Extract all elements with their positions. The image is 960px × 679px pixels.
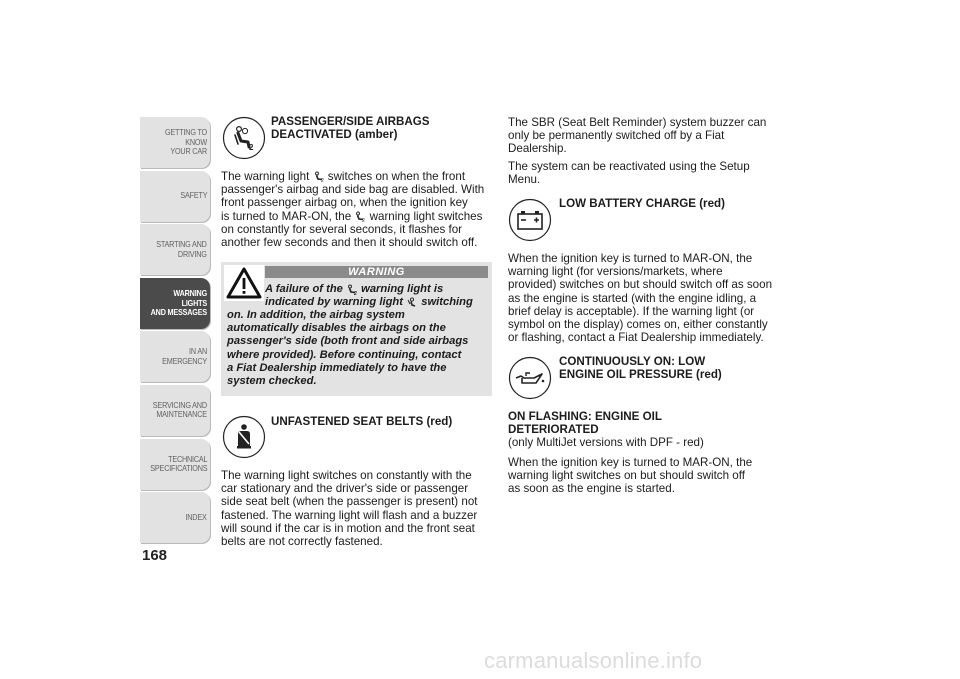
tab-label: SAFETY bbox=[180, 190, 207, 201]
text-line: where provided). Before continuing, contact bbox=[227, 348, 462, 361]
seatbelt-icon bbox=[222, 415, 266, 459]
heading-line: ON FLASHING: ENGINE OIL bbox=[508, 410, 662, 423]
sbr-paragraph bbox=[508, 116, 788, 156]
svg-text:2: 2 bbox=[249, 143, 254, 152]
text-line: will sound if the car is in motion and the front seat bbox=[221, 521, 475, 535]
battery-heading: LOW BATTERY CHARGE (red) bbox=[559, 197, 725, 210]
text-line: belts are not correctly fastened. bbox=[221, 535, 383, 549]
tab-label: STARTING AND DRIVING bbox=[156, 239, 207, 259]
text-line: When the ignition key is turned to MAR-ON, the bbox=[508, 252, 753, 265]
heading-line: DETERIORATED bbox=[508, 422, 599, 436]
text-span: is turned to MAR-ON, the bbox=[221, 209, 352, 223]
airbag-fault-inline-icon bbox=[406, 297, 418, 308]
text-line: brief delay is acceptable). If the warning light (or bbox=[508, 304, 755, 318]
oil-paragraph bbox=[508, 456, 793, 496]
oil-pressure-icon bbox=[508, 356, 552, 400]
warning-box bbox=[221, 262, 492, 396]
tab-label: TECHNICAL SPECIFICATIONS bbox=[149, 453, 207, 474]
tab-label: SERVICING AND MAINTENANCE bbox=[152, 399, 207, 420]
chapter-tabs bbox=[140, 117, 210, 546]
text-line: Menu. bbox=[508, 173, 541, 187]
text-span: indicated by warning light bbox=[265, 296, 403, 309]
tab-warning-lights[interactable] bbox=[140, 278, 210, 329]
svg-text:2: 2 bbox=[320, 178, 324, 183]
tab-label: INDEX bbox=[185, 511, 207, 522]
tab-label: GETTING TO KNOW YOUR CAR bbox=[164, 127, 207, 157]
text-line: a Fiat Dealership immediately to have the bbox=[227, 361, 447, 374]
text-line: on. In addition, the airbag system bbox=[227, 309, 405, 321]
tab-servicing[interactable] bbox=[140, 385, 210, 436]
svg-text:2: 2 bbox=[362, 218, 366, 223]
text-span: warning light is bbox=[361, 283, 444, 295]
text-line: on constantly for several seconds, it flashes for bbox=[221, 222, 463, 236]
text-line: as the engine is started (with the engine idling, a bbox=[508, 291, 757, 305]
text-line: another few seconds and then it should switch off. bbox=[221, 236, 478, 250]
seatbelt-paragraph bbox=[221, 469, 496, 548]
setup-paragraph bbox=[508, 160, 788, 186]
seatbelt-heading: UNFASTENED SEAT BELTS (red) bbox=[271, 415, 453, 428]
text-line: fastened. The warning light will flash and a buzzer bbox=[221, 508, 478, 522]
tab-starting-driving[interactable] bbox=[140, 224, 210, 275]
watermark: carmanualsonline.info bbox=[484, 648, 703, 673]
text-line: as soon as the engine is started. bbox=[508, 482, 675, 496]
tab-technical[interactable] bbox=[140, 439, 210, 490]
svg-text:2: 2 bbox=[354, 290, 357, 295]
tab-label: IN AN EMERGENCY bbox=[162, 346, 207, 366]
text-line: The warning light switches on constantly with the bbox=[221, 469, 472, 482]
heading-line: DEACTIVATED (amber) bbox=[271, 127, 398, 141]
heading-line: CONTINUOUSLY ON: LOW bbox=[559, 355, 706, 368]
airbag-inline-icon bbox=[346, 284, 358, 295]
warning-text-cont bbox=[227, 309, 489, 388]
text-line: provided) switches on but should switch off as soon bbox=[508, 278, 773, 292]
warning-text bbox=[265, 283, 490, 309]
text-line: The system can be reactivated using the Setup bbox=[508, 160, 750, 173]
heading-line: PASSENGER/SIDE AIRBAGS bbox=[271, 115, 430, 128]
flashing-subtitle: (only MultiJet versions with DPF - red) bbox=[508, 436, 704, 449]
airbag-inline-icon bbox=[313, 171, 325, 182]
battery-icon bbox=[508, 198, 552, 242]
text-line: The SBR (Seat Belt Reminder) system buzzer can bbox=[508, 116, 767, 129]
flashing-heading bbox=[508, 411, 662, 436]
text-line: passenger's side (both front and side airbags bbox=[227, 335, 469, 348]
airbag-heading bbox=[271, 116, 429, 141]
text-line: front passenger airbag on, when the ignition key bbox=[221, 196, 468, 210]
text-line: warning light switches on but should switch off bbox=[508, 469, 745, 483]
tab-getting-to-know[interactable] bbox=[140, 117, 210, 168]
warning-triangle-icon bbox=[224, 265, 264, 301]
text-line: warning light (for versions/markets, where bbox=[508, 265, 723, 279]
text-line: side seat belt (when the passenger is present) not bbox=[221, 495, 478, 509]
text-line: or flashing, contact a Fiat Dealership immediately. bbox=[508, 331, 764, 345]
airbag-off-icon bbox=[222, 116, 266, 160]
text-span: A failure of the bbox=[265, 283, 343, 295]
battery-paragraph bbox=[508, 252, 793, 344]
text-line: only be permanently switched off by a Fiat bbox=[508, 129, 725, 143]
text-line: symbol on the display) comes on, either constantly bbox=[508, 318, 768, 332]
airbag-paragraph bbox=[221, 170, 496, 249]
tab-safety[interactable] bbox=[140, 171, 210, 222]
warning-title: WARNING bbox=[265, 266, 488, 278]
airbag-inline-icon bbox=[354, 211, 366, 222]
text-span: switching bbox=[421, 296, 473, 309]
text-span: The warning light bbox=[221, 170, 310, 183]
text-line: Dealership. bbox=[508, 142, 567, 156]
tab-index[interactable] bbox=[140, 492, 210, 543]
text-span: warning light switches bbox=[369, 209, 483, 223]
text-line: passenger's airbag and side bag are disabled. With bbox=[221, 183, 485, 197]
text-line: When the ignition key is turned to MAR-ON, the bbox=[508, 456, 753, 469]
tab-label: WARNING LIGHTS AND MESSAGES bbox=[150, 288, 207, 318]
text-line: system checked. bbox=[227, 375, 317, 388]
text-line: car stationary and the driver's side or passenger bbox=[221, 482, 469, 496]
oil-heading bbox=[559, 356, 722, 381]
tab-emergency[interactable] bbox=[140, 331, 210, 382]
page-number: 168 bbox=[142, 547, 168, 564]
text-line: automatically disables the airbags on the bbox=[227, 322, 446, 335]
heading-line: ENGINE OIL PRESSURE (red) bbox=[559, 367, 722, 381]
text-span: switches on when the front bbox=[327, 170, 466, 183]
